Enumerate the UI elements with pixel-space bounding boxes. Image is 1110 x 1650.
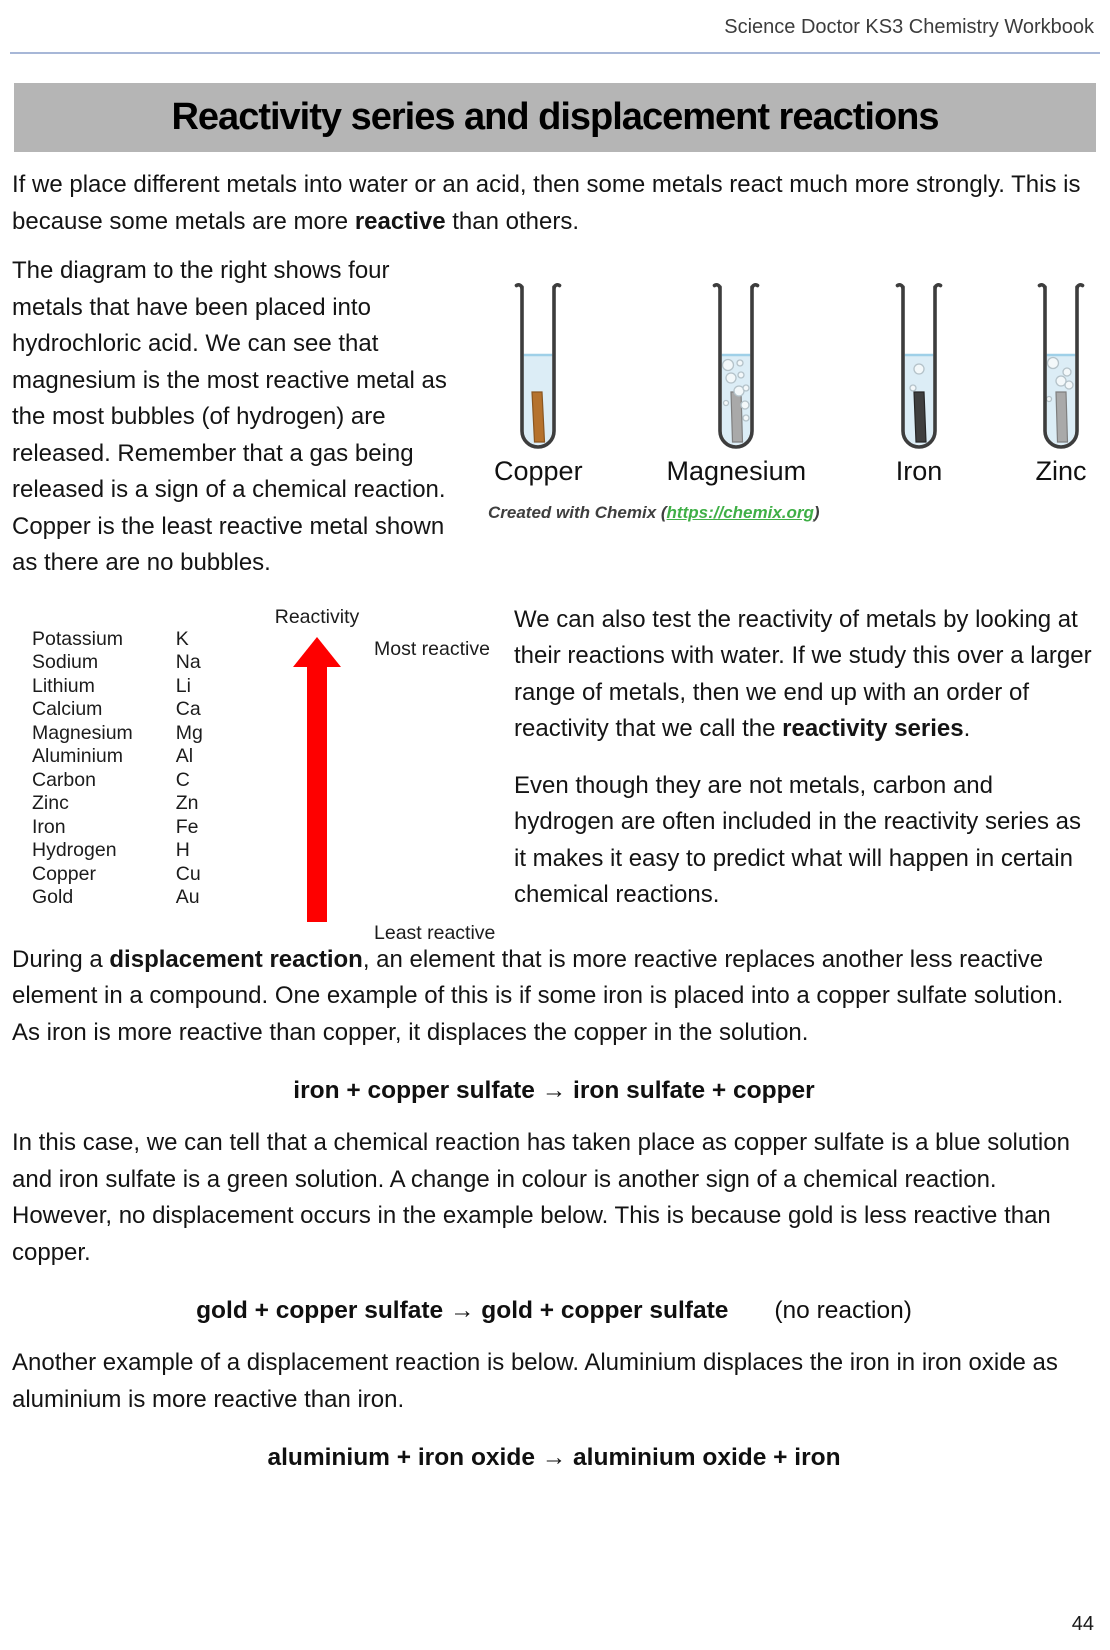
element-row [32,628,262,652]
element-name: Potassium [32,627,124,650]
page-number: 44 [1071,1613,1094,1635]
chemix-link[interactable]: https://chemix.org [666,503,814,522]
displacement-paragraph [12,942,1096,1052]
element-symbol: Mg [175,721,203,744]
most-reactive-label: Most reactive [374,637,490,660]
workbook-title: Science Doctor KS3 Chemistry Workbook [724,16,1094,38]
test-tube-iron [890,279,948,487]
element-symbol: Cu [175,862,201,885]
element-row [32,651,262,675]
element-symbol: Au [175,886,200,909]
element-symbol: Fe [175,815,199,838]
intro-text-end: than others. [445,207,579,235]
tube-label-iron: Iron [895,456,943,486]
element-name: Zinc [32,792,69,815]
element-row [32,792,262,816]
tube-label-magnesium: Magnesium [666,456,807,486]
least-reactive-label: Least reactive [374,921,496,944]
test-tube-copper-drawing [509,279,567,454]
carbon-hydrogen-paragraph: Even though they are not metals, carbon and hydrogen are often included in the reactivity series as it makes it easy to predict what will happen in certain chemical reactions. [514,771,1081,908]
intro-paragraph [12,167,1096,240]
element-symbol: Ca [175,698,201,721]
page-title: Reactivity series and displacement reactions [171,96,939,138]
equation-aluminium-iron-oxide: aluminium + iron oxide → aluminium oxide + iron [267,1444,841,1471]
test-tube-zinc-drawing [1032,279,1090,454]
test-tube-row [488,279,1096,487]
reactivity-arrow-icon [285,637,349,922]
element-row [32,816,262,840]
element-name: Hydrogen [32,839,117,862]
caption-suffix: ) [813,503,820,522]
element-row [32,698,262,722]
element-symbol: H [175,839,190,862]
tube-label-copper: Copper [494,456,583,486]
equation-gold-copper-sulfate [12,1297,1096,1325]
element-name: Calcium [32,698,103,721]
element-name: Aluminium [32,745,124,768]
tube-label-zinc: Zinc [1035,456,1087,486]
colour-change-paragraph: In this case, we can tell that a chemical reaction has taken place as copper sulfate is a blue solution and iron sulfate is a green solution. A change in colour is another sign of a chemical reaction. However, no displacement occurs in the example below. This is because gold is less reactive than copper. [12,1129,1070,1266]
element-name: Lithium [32,674,95,697]
test-tube-copper [494,279,583,487]
element-name: Copper [32,862,96,885]
acid-test-section [12,253,1096,582]
iron-strip [914,392,926,442]
test-tube-diagram [464,253,1096,582]
header [0,0,1110,39]
element-row [32,769,262,793]
element-row [32,745,262,769]
reactivity-extremes [372,600,496,944]
element-symbol: Na [175,651,201,674]
element-name: Carbon [32,768,96,791]
element-row [32,886,262,910]
header-divider [10,52,1100,54]
aluminium-example-paragraph: Another example of a displacement reaction is below. Aluminium displaces the iron in iron oxide as aluminium is more reactive than iron. [12,1349,1058,1413]
element-symbol: Al [175,745,194,768]
element-symbol: Li [175,674,191,697]
paragraph-text: During a [12,945,110,973]
equation-text: gold + copper sulfate → gold + copper sulfate [196,1297,729,1324]
paragraph-text: We can also test the reactivity of metals by looking at their reactions with water. If we study this over a larger range of metals, then we end up with an order of reactivity that we call the [514,605,1092,742]
reactivity-heading: Reactivity [274,605,360,628]
magnesium-strip [731,392,743,442]
diagram-description-column [12,253,464,582]
element-symbol: C [175,768,190,791]
no-reaction-note: (no reaction) [774,1297,912,1324]
water-reactivity-paragraph [514,602,1096,748]
bold-reactivity-series: reactivity series [782,715,964,742]
paragraph-text-end: , an element that is more reactive replaces another less reactive element in a compound. One example of this is if some iron is placed into a copper sulfate solution. As iron is more reactive than copper, it displaces the copper in the solution. [12,945,1064,1046]
element-name: Magnesium [32,721,133,744]
chemix-caption [488,503,1096,523]
reactivity-arrow-column [262,600,372,922]
test-tube-magnesium [667,279,807,487]
reactivity-text-column [482,600,1096,922]
caption-prefix: Created with Chemix ( [488,503,667,522]
diagram-description-paragraph: The diagram to the right shows four metals that have been placed into hydrochloric acid. We can see that magnesium is the most reactive metal as the most bubbles (of hydrogen) are released. Remember that a gas being released is a sign of a chemical reaction. Copper is the least reactive metal shown as there are no bubbles. [12,257,447,576]
paragraph-text-end: . [963,715,971,742]
intro-text: If we place different metals into water or an acid, then some metals react much more strongly. This is because some metals are more [12,171,1081,235]
copper-strip [532,392,545,442]
element-row [32,863,262,887]
element-name: Iron [32,815,66,838]
bold-displacement-reaction: displacement reaction [109,945,363,973]
element-row [32,675,262,699]
element-name: Sodium [32,651,99,674]
element-row [32,722,262,746]
element-list [12,628,262,922]
element-row [32,839,262,863]
reactivity-series-section [12,600,1096,944]
page-title-banner [14,83,1096,152]
element-symbol: K [175,627,189,650]
test-tube-zinc [1032,279,1090,487]
element-symbol: Zn [175,792,199,815]
reactivity-series-diagram [12,600,496,944]
test-tube-magnesium-drawing [707,279,765,454]
equation-iron-copper-sulfate: iron + copper sulfate → iron sulfate + copper [293,1077,815,1104]
zinc-strip [1056,392,1068,442]
element-name: Gold [32,886,74,909]
intro-bold-reactive: reactive [354,207,446,235]
test-tube-iron-drawing [890,279,948,454]
